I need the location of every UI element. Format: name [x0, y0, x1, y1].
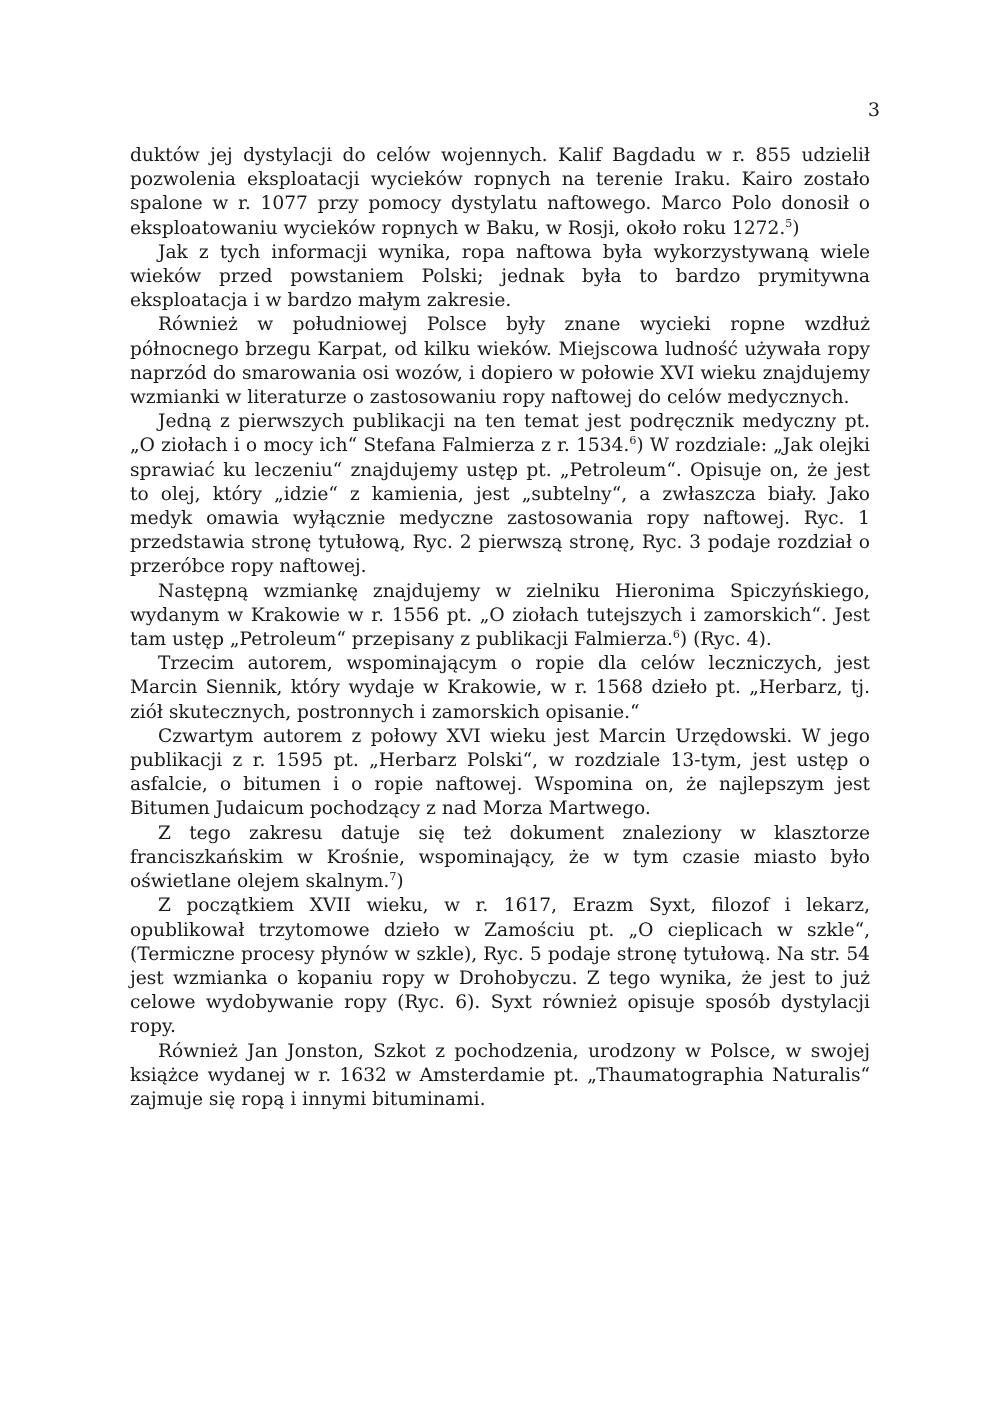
body-text [130, 144, 870, 1112]
paragraph-text-after: ) [396, 871, 404, 893]
paragraph-5 [130, 580, 870, 653]
paragraph-text: Również Jan Jonston, Szkot z pochodzenia, urodzony w Polsce, w swojej książce wydanej w r. 1632 w Amsterdamie pt. „Thaumatographia Naturalis“ zajmuje się ropą i innymi bituminami. [130, 1040, 870, 1110]
footnote-ref: 6 [672, 627, 680, 641]
paragraph-text-after: ) (Ryc. 4). [679, 629, 772, 651]
paragraph-text: Z początkiem XVII wieku, w r. 1617, Erazm Syxt, filozof i lekarz, opublikował trzytomowe dzieło w Zamościu pt. „O cieplicach w szkle“, (Termiczne procesy płynów w szkle), Ryc. 5 podaje stronę tytułową. Na str. 54 jest wzmianka o kopaniu ropy w Drohobyczu. Z tego wynika, że jest to już celowe wydobywanie ropy (Ryc. 6). Syxt również opisuje sposób dystylacji ropy. [130, 895, 870, 1038]
paragraph-text: Trzecim autorem, wspominającym o ropie dla celów leczniczych, jest Marcin Siennik, który wydaje w Krakowie, w r. 1568 dzieło pt. „Herbarz, tj. ziół skutecznych, postronnych i zamorskich opisanie.“ [130, 653, 870, 723]
paragraph-text: Jak z tych informacji wynika, ropa naftowa była wykorzystywaną wiele wieków przed powstaniem Polski; jednak była to bardzo prymitywna eksploatacja i w bardzo małym zakresie. [130, 241, 870, 312]
paragraph-6 [130, 652, 870, 725]
paragraph-1 [130, 144, 870, 241]
paragraph-10 [130, 1040, 870, 1113]
paragraph-text: Następną wzmiankę znajdujemy w zielniku Hieronima Spiczyńskiego, wydanym w Krakowie w r. 1556 pt. „O ziołach tutejszych i zamorskich“. Jest tam ustęp „Petroleum“ przepisany z publikacji Falmierza. [130, 580, 870, 651]
paragraph-2 [130, 241, 870, 314]
paragraph-text: Czwartym autorem z połowy XVI wieku jest Marcin Urzędowski. W jego publikacji z r. 1595 pt. „Herbarz Polski“, w rozdziale 13-tym, jest ustęp o asfalcie, o bitumen i o ropie naftowej. Wspomina on, że najlepszym jest Bitumen Judaicum pochodzący z nad Morza Martwego. [130, 725, 870, 820]
paragraph-text-after: ) W rozdziale: „Jak olejki sprawiać ku leczeniu“ znajdujemy ustęp pt. „Petroleum“. Opisuje on, że jest to olej, który „idzie“ z kamienia, jest „subtelny“, a zwłaszcza biały. Jako medyk omawia wyłącznie medyczne zastosowania ropy naftowej. Ryc. 1 przedstawia stronę tytułową, Ryc. 2 pierwszą stronę, Ryc. 3 podaje rozdział o przeróbce ropy naftowej. [130, 435, 870, 578]
paragraph-4 [130, 410, 870, 579]
paragraph-9 [130, 894, 870, 1039]
paragraph-7 [130, 725, 870, 822]
page-number: 3 [867, 99, 880, 121]
paragraph-text: duktów jej dystylacji do celów wojennych. Kalif Bagdadu w r. 855 udzielił pozwolenia eksploatacji wycieków ropnych na terenie Iraku. Kairo zostało spalone w r. 1077 przy pomocy dystylatu naftowego. Marco Polo donosił o eksploatowaniu wycieków ropnych w Baku, w Rosji, około roku 1272. [130, 145, 870, 239]
paragraph-8 [130, 822, 870, 895]
paragraph-text: Jedną z pierwszych publikacji na ten temat jest podręcznik medyczny pt. „O ziołach i o mocy ich“ Stefana Falmierza z r. 1534. [130, 411, 870, 457]
footnote-ref: 7 [389, 869, 397, 883]
paragraph-text: Również w południowej Polsce były znane wycieki ropne wzdłuż północnego brzegu Karpat, od kilku wieków. Miejscowa ludność używała ropy naprzód do smarowania osi wozów, i dopiero w połowie XVI wieku znajdujemy wzmianki w literaturze o zastosowaniu ropy naftowej do celów medycznych. [130, 314, 870, 409]
paragraph-text: Z tego zakresu datuje się też dokument znaleziony w klasztorze franciszkańskim w Krośnie, wspominający, że w tym czasie miasto było oświetlane olejem skalnym. [130, 822, 870, 893]
footnote-ref: 6 [629, 434, 637, 448]
paragraph-3 [130, 313, 870, 410]
paragraph-text-after: ) [792, 217, 800, 239]
footnote-ref: 5 [785, 216, 793, 230]
